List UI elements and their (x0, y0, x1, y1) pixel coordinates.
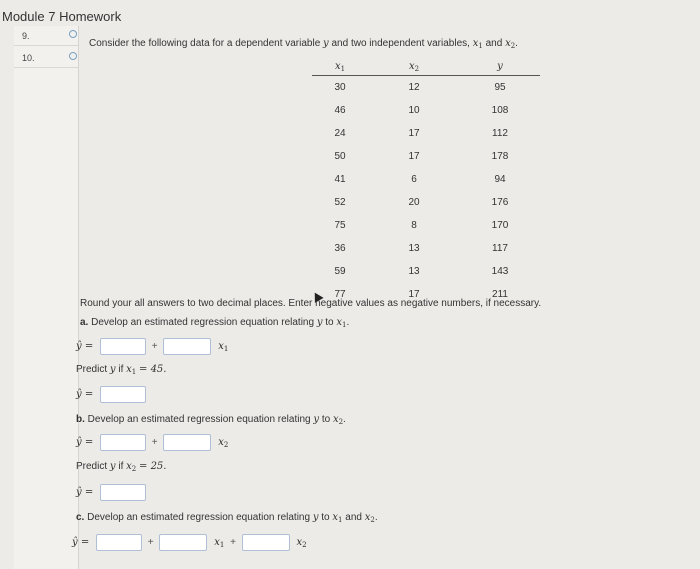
intro-x2: x (505, 38, 511, 49)
part-c-equation: ŷ = + $x_1 + x_2$ (72, 534, 307, 552)
data-table (312, 58, 540, 306)
part-a-prediction (76, 386, 146, 404)
part-b-slope-input[interactable] (163, 434, 211, 451)
intro-text: . (515, 38, 518, 49)
intro-text: Consider the following data for a dependent variable (89, 38, 321, 49)
yhat-label: ŷ = (76, 389, 94, 400)
part-c-prompt: c. Develop an estimated regression equation relating y to $x_1$ and $x_2$. (76, 512, 378, 524)
table-row: 46 10 108 (334, 105, 509, 116)
nav-number: 10. (22, 53, 35, 63)
part-a-prediction-input[interactable] (100, 386, 146, 403)
yhat-label: ŷ = (76, 341, 94, 352)
status-circle-icon (69, 52, 77, 60)
table-row: 77 17 211 (334, 289, 508, 300)
part-b-equation: ŷ = + $x_2$ (76, 434, 228, 452)
part-b-prompt: b. Develop an estimated regression equation relating y to $x_2$. (76, 414, 346, 426)
question-nav (14, 26, 79, 569)
status-circle-icon (69, 30, 77, 38)
part-b-predict-prompt: Predict y if $x_2 = 25$. (76, 461, 167, 473)
intro-x1: x (472, 38, 479, 49)
nav-number: 9. (22, 31, 30, 41)
column-header-x2: $x_2$ (368, 58, 460, 76)
part-c-x1-coef-input[interactable] (159, 534, 207, 551)
column-header-x1: $x_1$ (312, 58, 368, 76)
part-a-equation: ŷ = + $x_1$ (76, 338, 228, 356)
part-a-prompt: a. Develop an estimated regression equation relating y to $x_1$. (80, 317, 350, 329)
yhat-label: ŷ = (76, 437, 94, 448)
part-a-intercept-input[interactable] (100, 338, 146, 355)
part-c-x2-coef-input[interactable] (242, 534, 290, 551)
intro-sub: 2 (510, 42, 516, 50)
column-header-y: y (460, 58, 540, 76)
part-b-intercept-input[interactable] (100, 434, 146, 451)
table-row: 52 20 176 (334, 197, 509, 208)
table-row: 24 17 112 (334, 128, 508, 139)
table-row: 59 13 143 (334, 266, 509, 277)
intro-text: and (485, 38, 503, 49)
nav-question-10[interactable] (14, 48, 78, 68)
table-row: 50 17 178 (334, 151, 509, 162)
intro-y: y (323, 38, 329, 49)
yhat-label: ŷ = (72, 537, 90, 548)
question-content (72, 26, 700, 569)
intro-text: and two independent variables, (331, 38, 470, 49)
nav-question-9[interactable] (14, 26, 78, 46)
question-intro (89, 38, 518, 50)
part-b-prediction-input[interactable] (100, 484, 146, 501)
instructions: Round your all answers to two decimal places. Enter negative values as negative numbers, if necessary. (80, 298, 542, 309)
part-b-prediction (76, 484, 146, 502)
table-row: 30 12 95 (334, 82, 506, 93)
part-a-slope-input[interactable] (163, 338, 211, 355)
table-row: 36 13 117 (334, 243, 508, 254)
part-a-predict-prompt: Predict y if $x_1 = 45$. (76, 364, 167, 376)
part-c-intercept-input[interactable] (96, 534, 142, 551)
yhat-label: ŷ = (76, 487, 94, 498)
intro-sub: 1 (478, 42, 483, 50)
module-title: Module 7 Homework (2, 9, 122, 24)
table-row: 75 8 170 (334, 220, 509, 231)
table-row: 41 6 94 (334, 174, 506, 185)
